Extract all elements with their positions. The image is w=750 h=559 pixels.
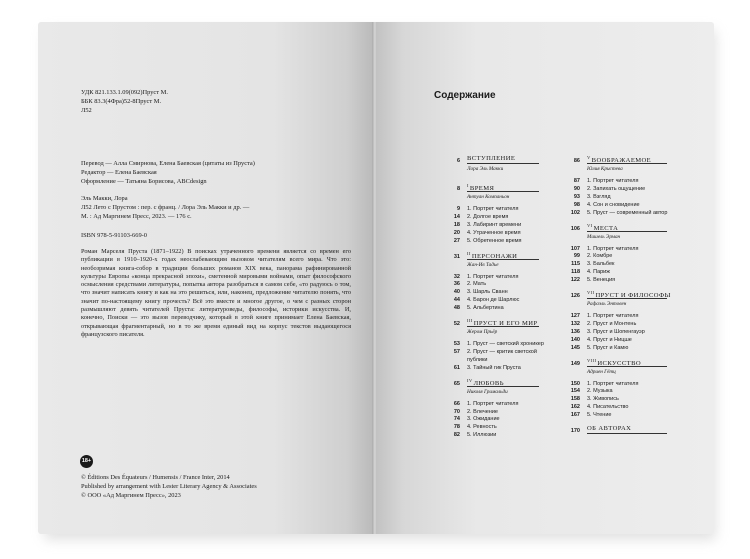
toc-section-rule [467,191,539,192]
toc-section-page-number: 8 [456,186,460,192]
toc-entry-label: 2. Комбре [587,253,613,260]
toc-entry-page-number: 127 [570,313,580,319]
copyright-line: © ООО «Ад Маргинем Пресс», 2023 [81,492,181,499]
toc-entry-page-number: 132 [570,320,580,327]
catalog-line: Эль Макки, Лора [81,195,128,202]
toc-entry-label: 1. Портрет читателя [467,400,519,407]
toc-entry-page-number: 154 [570,388,580,395]
toc-entry-label: 5. Пруст — современный автор [587,209,668,216]
left-page [38,22,374,534]
toc-entry-page-number: 90 [573,185,580,192]
toc-entry-label: 2. Пруст — критик светской [467,348,537,355]
toc-entry-label: 5. Пруст и Камю [587,344,629,351]
open-book [38,22,714,534]
toc-entry-page-number: 107 [570,245,580,252]
toc-entry-label: 5. Венеция [587,277,616,284]
toc-entry-label: 3. Тайный гик Пруста [467,364,521,371]
toc-entry-page-number: 18 [453,221,460,228]
toc-section-rule [587,163,667,164]
toc-entry-page-number: 44 [453,297,460,304]
toc-entry-label: публики [467,356,488,363]
toc-entry-label: 1. Портрет читателя [587,178,639,184]
toc-section-title [467,155,515,162]
toc-entry-page-number: 20 [453,229,460,236]
toc-entry-page-number: 82 [453,432,460,439]
toc-entry-label: 1. Пруст — светский хроникер [467,341,544,347]
toc-entry-page-number: 140 [570,336,580,343]
toc-section-roman-numeral: V [587,155,591,160]
toc-entry-page-number: 27 [453,237,460,244]
toc-entry-page-number: 93 [573,193,580,200]
toc-entry-label: 4. Париж [587,269,610,276]
toc-entry-page-number: 74 [453,416,460,423]
toc-section-page-number: 170 [570,428,580,434]
toc-section-roman-numeral: II [467,250,471,256]
toc-section-author: Мишель Эрман [587,233,621,240]
toc-entry-page-number: 162 [570,404,580,411]
toc-entry-label: 2. Мать [467,281,487,288]
toc-section-roman-numeral: VII [587,290,595,295]
toc-section-rule [467,326,539,327]
toc-entry-page-number: 99 [573,253,580,260]
toc-section-title-text: ОБ АВТОРАХ [587,425,632,432]
toc-entry-page-number: 118 [571,269,580,276]
toc-section-author: Лора Эль Макки [467,166,504,172]
toc-entry-label: 3. Пруст и Шопенгауэр [587,328,645,335]
toc-entry-page-number: 36 [453,281,460,288]
toc-entry-label: 3. Ожидание [467,416,500,423]
toc-section-title-text: ПРУСТ И ЕГО МИР [473,320,538,328]
toc-section-page-number: 106 [570,225,580,232]
toc-entry-page-number: 40 [453,289,460,296]
toc-entry-label: 2. Запихать ощущение [587,185,646,192]
toc-entry-page-number: 87 [573,178,580,184]
toc-entry-label: 5. Альбертина [467,305,504,312]
toc-section-rule [587,366,667,367]
toc-section-page-number: 86 [573,158,580,164]
toc-entry-label: 3. Взгляд [587,193,611,200]
toc-entry-label: 1. Портрет читателя [587,380,639,387]
toc-entry-page-number: 136 [570,328,580,335]
toc-entry-label: 2. Пруст и Монтень [587,320,637,327]
toc-entry-label: 1. Портрет читателя [587,245,639,252]
toc-section-roman-numeral: IV [467,377,473,383]
toc-entry-label: 5. Иллюзии [467,432,497,439]
toc-entry-label: 4. Барон де Шарлюс [467,297,520,304]
credit-line: Редактор — Елена Баевская [81,169,157,176]
age-rating-badge: 18+ [80,455,93,468]
right-page [376,22,714,534]
toc-section-page-number: 52 [453,321,460,327]
toc-section-title-text: ПРУСТ И ФИЛОСОФЫ [595,292,671,300]
toc-entry-page-number: 150 [570,380,580,387]
toc-section-roman-numeral: I [467,183,469,188]
toc-section-title [587,425,631,432]
toc-entry-label: 1. Портрет читателя [467,206,519,212]
toc-section-rule [467,259,539,260]
toc-section-roman-numeral: VI [587,222,593,228]
toc-entry-page-number: 61 [453,364,460,371]
toc-entry-page-number: 70 [453,408,460,415]
toc-section-author: Жером Прьёр [467,329,498,335]
toc-section-page-number: 126 [570,293,580,299]
toc-section-author: Адриен Гётц [587,368,616,375]
toc-entry-label: 4. Писательство [587,404,629,411]
toc-section-title-text: ВСТУПЛЕНИЕ [467,155,516,162]
toc-entry-page-number: 78 [453,424,460,431]
toc-entry-label: 1. Портрет читателя [467,273,519,280]
credit-line: Перевод — Алла Смирнова, Елена Баевская (цитаты из Пруста) [81,160,255,167]
toc-section-rule [467,163,539,164]
catalog-code: Л52 [81,107,92,114]
udk-code: УДК 821.133.1.09(092)Пруст М. [81,89,168,96]
isbn: ISBN 978-5-91103-669-0 [81,232,147,239]
toc-section-title-text: ВРЕМЯ [469,185,495,193]
toc-section-author: Николя Гримальди [467,388,508,395]
copyright-line: Published by arrangement with Lester Literary Agency & Associates [81,483,257,490]
catalog-line: М. : Ад Маргинем Пресс, 2023. — 176 с. [81,213,192,220]
book-description: Роман Марселя Пруста (1871–1922) В поисках утраченного времени является со времен его публикации в 1910–1920-х годах неослабевающим вызовом читателям всего мира. Что это: необозримая книга-собор в традиции больших романов XIX века, панорама рафинированной культуры Европы «конца прекрасной эпохи», сметенной мировыми войнами, опыт философского осмысления средствами литературы, попытка автора разобраться в самом себе, «то радуюсь о том, что значит написать книгу и как на это решиться, или, наконец, предложение читателю понять, что значит по-настоящему книгу прочесть? Всё это вместе и многое другое, о чем с разных сторон размышляют девять читателей Пруста: литературоведы, философы, историки искусства. И, конечно, Поиски — это вызов переводчику, который в этой книге принимает Елена Баевская, открывающая фрагментарный, но в то же время единый вид на корпус текстов выдающегося французского писателя. [81,248,351,338]
toc-entry-label: 4. Утраченное время [467,229,521,236]
toc-entry-page-number: 66 [453,400,460,407]
toc-section-title-text: ПЕРСОНАЖИ [471,252,518,260]
toc-entry-page-number: 145 [570,344,580,351]
toc-entry-label: 2. Долгое время [467,213,509,220]
toc-entry-label: 4. Сон и сновидение [587,201,640,208]
toc-entry-page-number: 122 [570,277,580,284]
toc-entry-label: 1. Портрет читателя [587,313,639,319]
toc-entry-label: 4. Пруст и Ницше [587,336,632,343]
toc-entry-page-number: 32 [453,273,460,280]
toc-section-page-number: 31 [453,253,460,260]
toc-section-rule [467,386,539,387]
copyright-line: © Éditions Des Équateurs / Humensis / France Inter, 2014 [81,474,230,481]
toc-entry-page-number: 53 [453,341,460,347]
toc-section-page-number: 149 [570,360,580,367]
toc-entry-label: 2. Музыка [587,388,613,395]
bbk-code: ББК 83.3(4Фра)52-8Пруст М. [81,98,162,105]
toc-section-page-number: 6 [456,158,460,164]
toc-entry-label: 3. Шарль Сванн [467,289,508,296]
toc-entry-page-number: 102 [570,209,580,216]
toc-section-roman-numeral: III [467,318,473,323]
toc-entry-label: 5. Обретенное время [467,237,522,244]
toc-entry-page-number: 158 [570,396,580,403]
toc-entry-label: 3. Бальбек [587,261,615,268]
catalog-line: Л52 Лето с Прустом : пер. с франц. / Лора Эль Макки и др. — [81,204,250,211]
toc-section-author: Юлия Кристева [587,166,623,172]
toc-entry-page-number: 48 [453,305,460,312]
toc-entry-page-number: 9 [456,206,460,212]
toc-section-author: Жан-Ив Тадье [467,261,499,268]
toc-entry-label: 2. Влечение [467,408,498,415]
credit-line: Оформление — Татьяна Борисова, ABCdesign [81,178,207,185]
toc-entry-label: 4. Ревность [467,424,497,431]
toc-entry-page-number: 14 [453,213,460,220]
toc-entry-label: 5. Чтение [587,412,612,419]
toc-section-title-text: ЛЮБОВЬ [473,379,504,387]
toc-section-title-text: МЕСТА [593,224,619,232]
toc-entry-page-number: 98 [573,201,580,208]
toc-section-author: Антуан Компаньон [467,194,510,200]
toc-section-roman-numeral: VIII [587,357,597,363]
toc-entry-page-number: 57 [453,348,460,355]
toc-section-rule [587,231,667,232]
toc-title: Содержание [434,90,496,101]
toc-section-rule [587,298,667,299]
toc-entry-page-number: 115 [571,261,580,268]
toc-entry-label: 3. Живопись [587,396,619,403]
toc-section-title-text: ВООБРАЖАЕМОЕ [591,157,652,165]
toc-entry-page-number: 167 [570,412,580,419]
toc-section-page-number: 65 [453,380,460,387]
toc-section-title-text: ИСКУССТВО [597,359,642,367]
toc-section-author: Рафаэль Энтовен [587,301,627,307]
toc-entry-label: 3. Лабиринт времени [467,221,522,228]
toc-section-rule [587,433,667,434]
